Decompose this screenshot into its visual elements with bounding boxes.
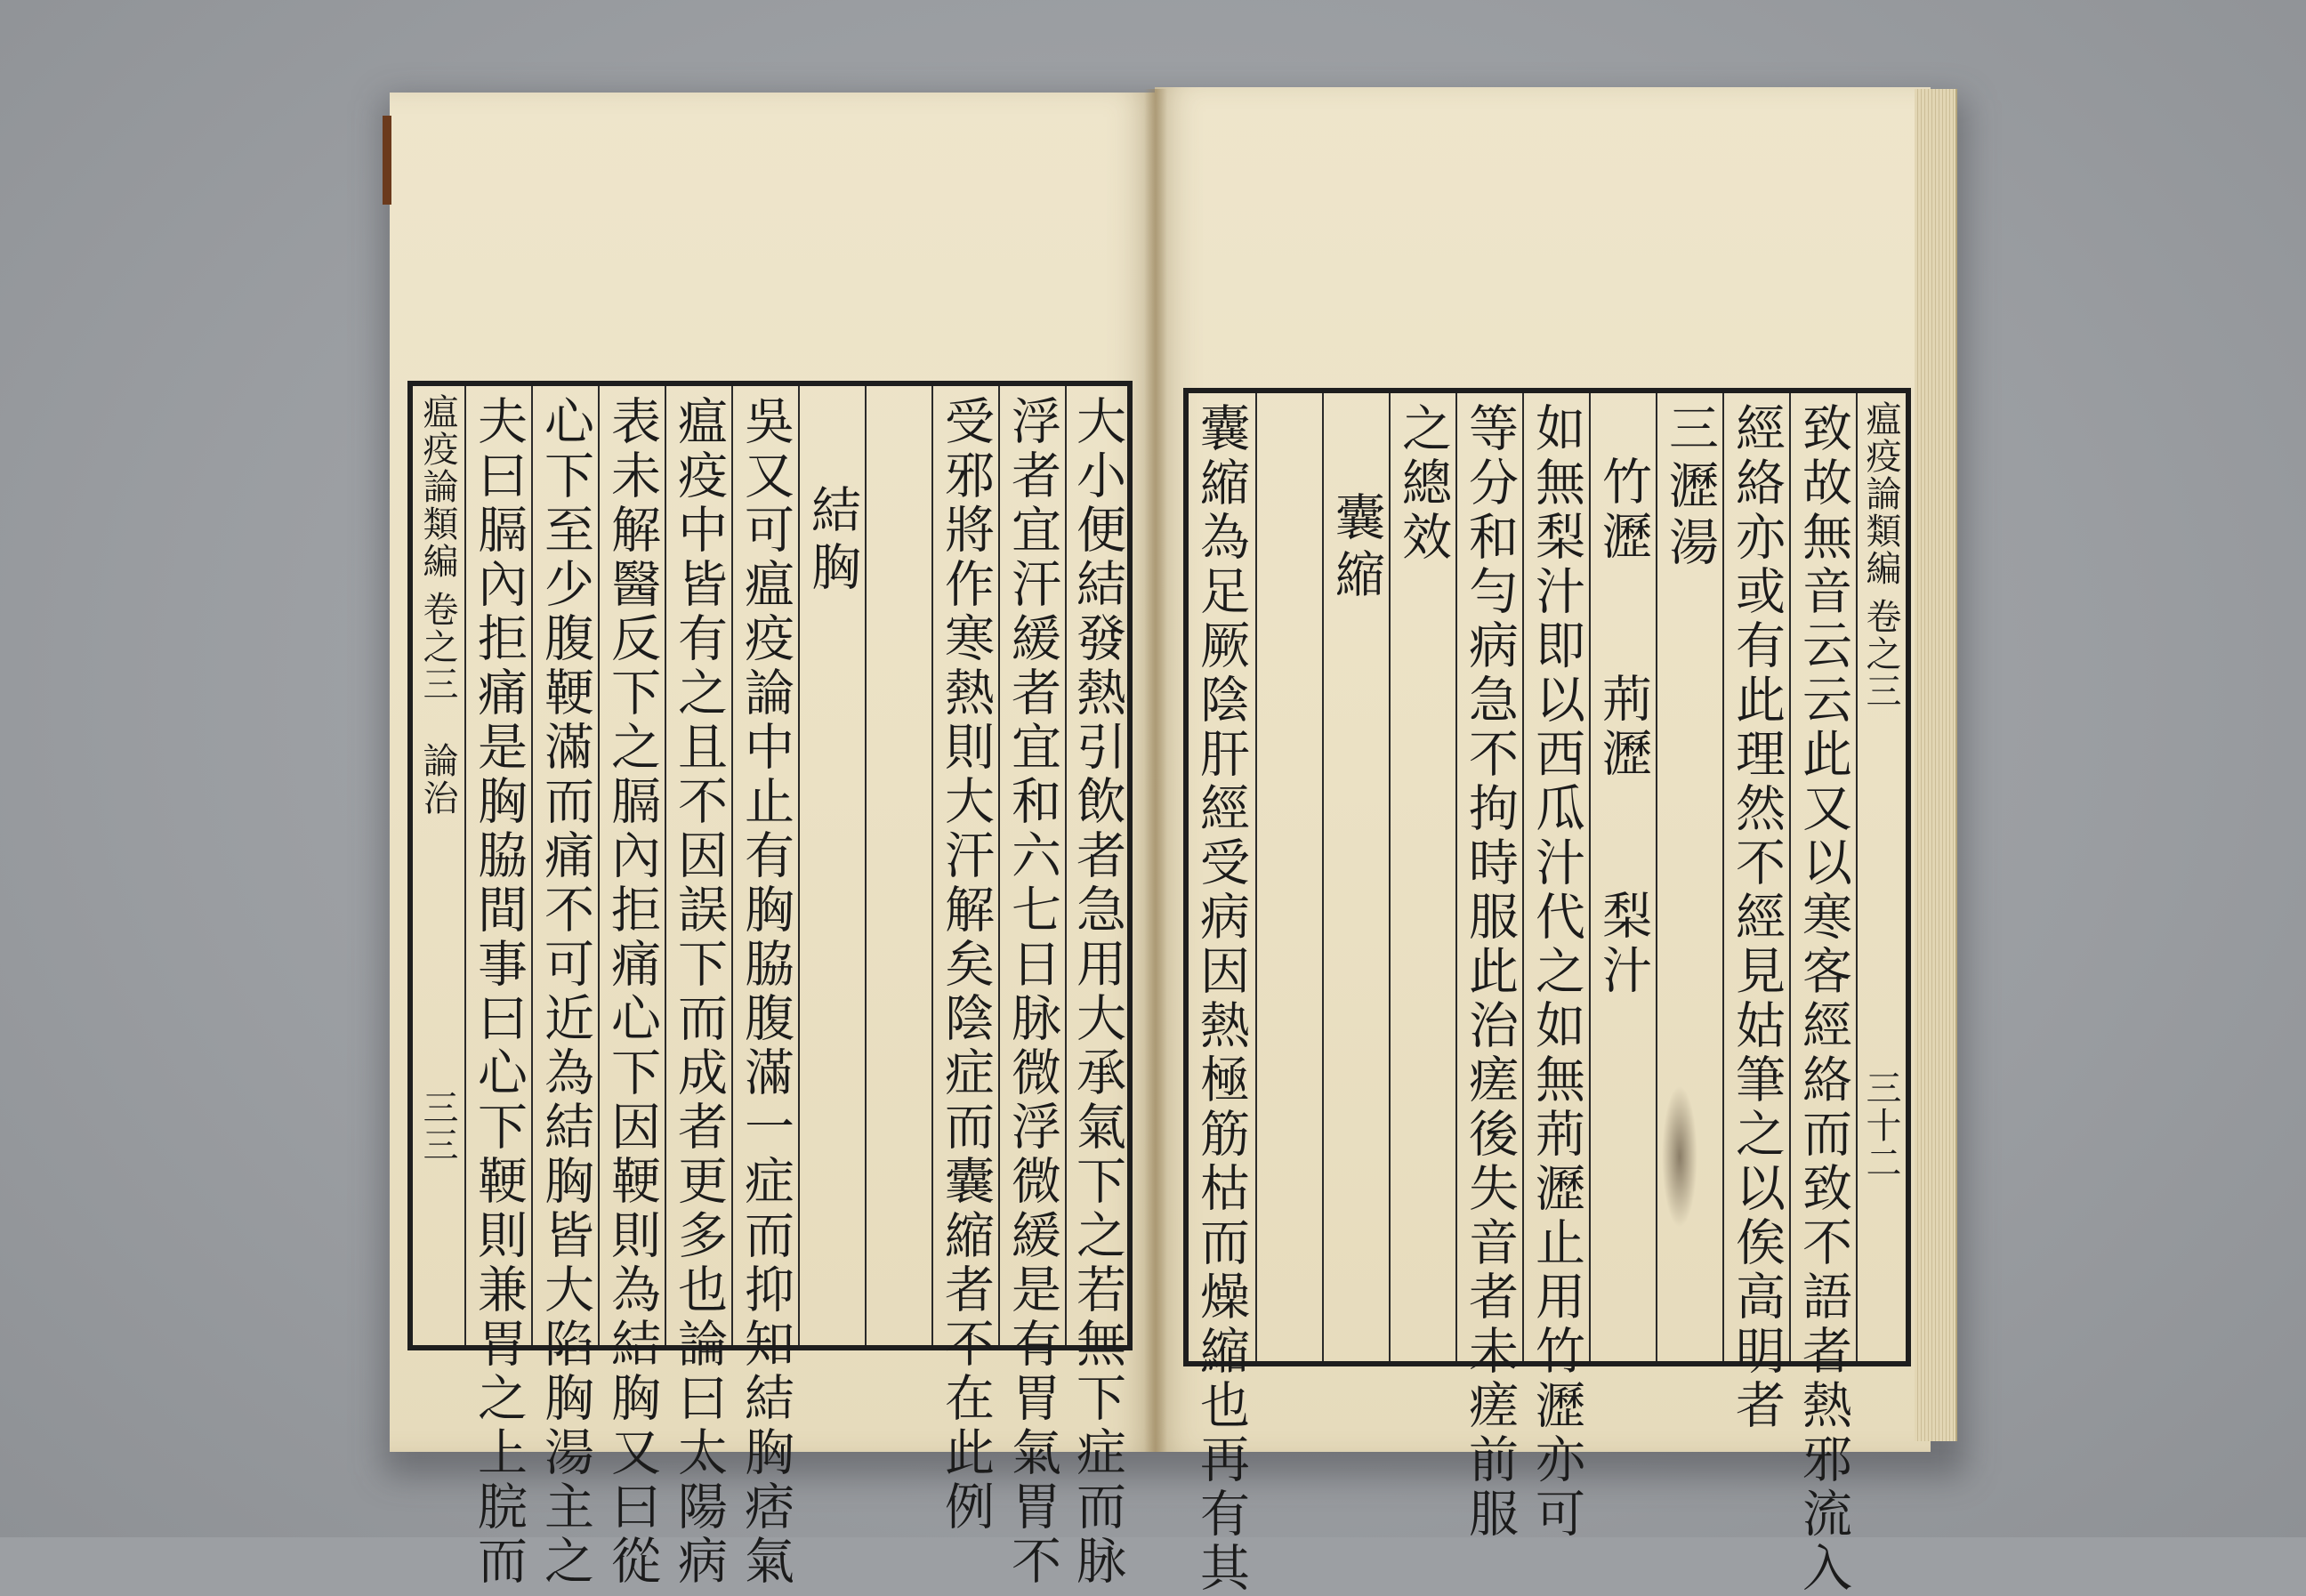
column-text: 之總效 xyxy=(1394,402,1452,565)
right-text-frame xyxy=(1183,388,1911,1596)
text-column xyxy=(998,386,1065,1589)
column-text: 夫曰膈內拒痛是胸脇間事曰心下鞕則兼胃之上脘而 xyxy=(470,395,528,1589)
text-column xyxy=(464,386,531,1589)
column-text: 心下至少腹鞕滿而痛不可近為結胸皆大陷胸湯主之 xyxy=(536,395,594,1589)
left-margin-folio: 三三 xyxy=(417,1089,458,1164)
text-column xyxy=(1189,393,1255,1596)
text-column xyxy=(1322,393,1389,1361)
text-column xyxy=(598,386,665,1589)
text-column xyxy=(1255,393,1322,1361)
column-text: 致故無音云云此又以寒客經絡而致不語者熱邪流入 xyxy=(1794,402,1852,1596)
column-text: 囊縮為足厥陰肝經受病因熱極筋枯而燥縮也再有其 xyxy=(1192,402,1250,1596)
ingredient-list: 竹瀝 荊瀝 梨汁 xyxy=(1594,455,1652,998)
column-text: 如無梨汁即以西瓜汁代之如無荊瀝止用竹瀝亦可 xyxy=(1528,402,1585,1542)
binding-thread-icon xyxy=(383,116,391,205)
right-margin-folio: 三十二 xyxy=(1860,1069,1901,1181)
section-heading: 三瀝湯 xyxy=(1661,402,1719,573)
left-margin-volume: 卷之三 xyxy=(417,591,458,703)
text-column xyxy=(798,386,865,1345)
left-margin-strip xyxy=(413,386,464,1345)
right-margin-strip xyxy=(1856,393,1906,1361)
left-text-frame xyxy=(407,381,1133,1589)
text-column xyxy=(665,386,731,1589)
left-margin-section: 論治 xyxy=(417,742,458,817)
text-column xyxy=(1722,393,1789,1433)
section-heading: 結胸 xyxy=(803,484,861,598)
right-margin-volume: 卷之三 xyxy=(1860,598,1901,710)
section-heading: 囊縮 xyxy=(1327,491,1385,605)
column-text: 等分和勻病急不拘時服此治瘥後失音者未瘥前服 xyxy=(1461,402,1519,1542)
text-column xyxy=(1789,393,1856,1596)
right-margin-title: 瘟疫論類編 xyxy=(1860,400,1901,587)
text-column xyxy=(1389,393,1455,1361)
text-column xyxy=(865,386,931,1345)
text-column xyxy=(731,386,798,1589)
text-column xyxy=(931,386,998,1535)
column-text: 吳又可瘟疫論中止有胸脇腹滿一症而抑知結胸痞氣 xyxy=(737,395,794,1589)
column-text: 表未解醫反下之膈內拒痛心下因鞕則為結胸又曰從 xyxy=(603,395,661,1589)
column-text: 瘟疫中皆有之且不因誤下而成者更多也論曰太陽病 xyxy=(670,395,728,1589)
text-column xyxy=(531,386,598,1589)
text-column xyxy=(1455,393,1522,1542)
column-text: 經絡亦或有此理然不經見姑筆之以俟高明者 xyxy=(1728,402,1786,1433)
text-column xyxy=(1065,386,1127,1589)
text-column xyxy=(1522,393,1589,1542)
column-text: 大小便結發熱引飲者急用大承氣下之若無下症而脉 xyxy=(1068,395,1126,1589)
column-text: 浮者宜汗緩者宜和六七日脉微浮微緩是有胃氣胃不 xyxy=(1004,395,1061,1589)
column-text: 受邪將作寒熱則大汗解矣陰症而囊縮者不在此例 xyxy=(937,395,995,1535)
left-margin-title: 瘟疫論類編 xyxy=(417,393,458,580)
book-gutter xyxy=(1144,89,1167,1452)
text-column xyxy=(1656,393,1722,1361)
text-column xyxy=(1589,393,1656,1361)
page-stack-edge xyxy=(1915,89,1957,1441)
